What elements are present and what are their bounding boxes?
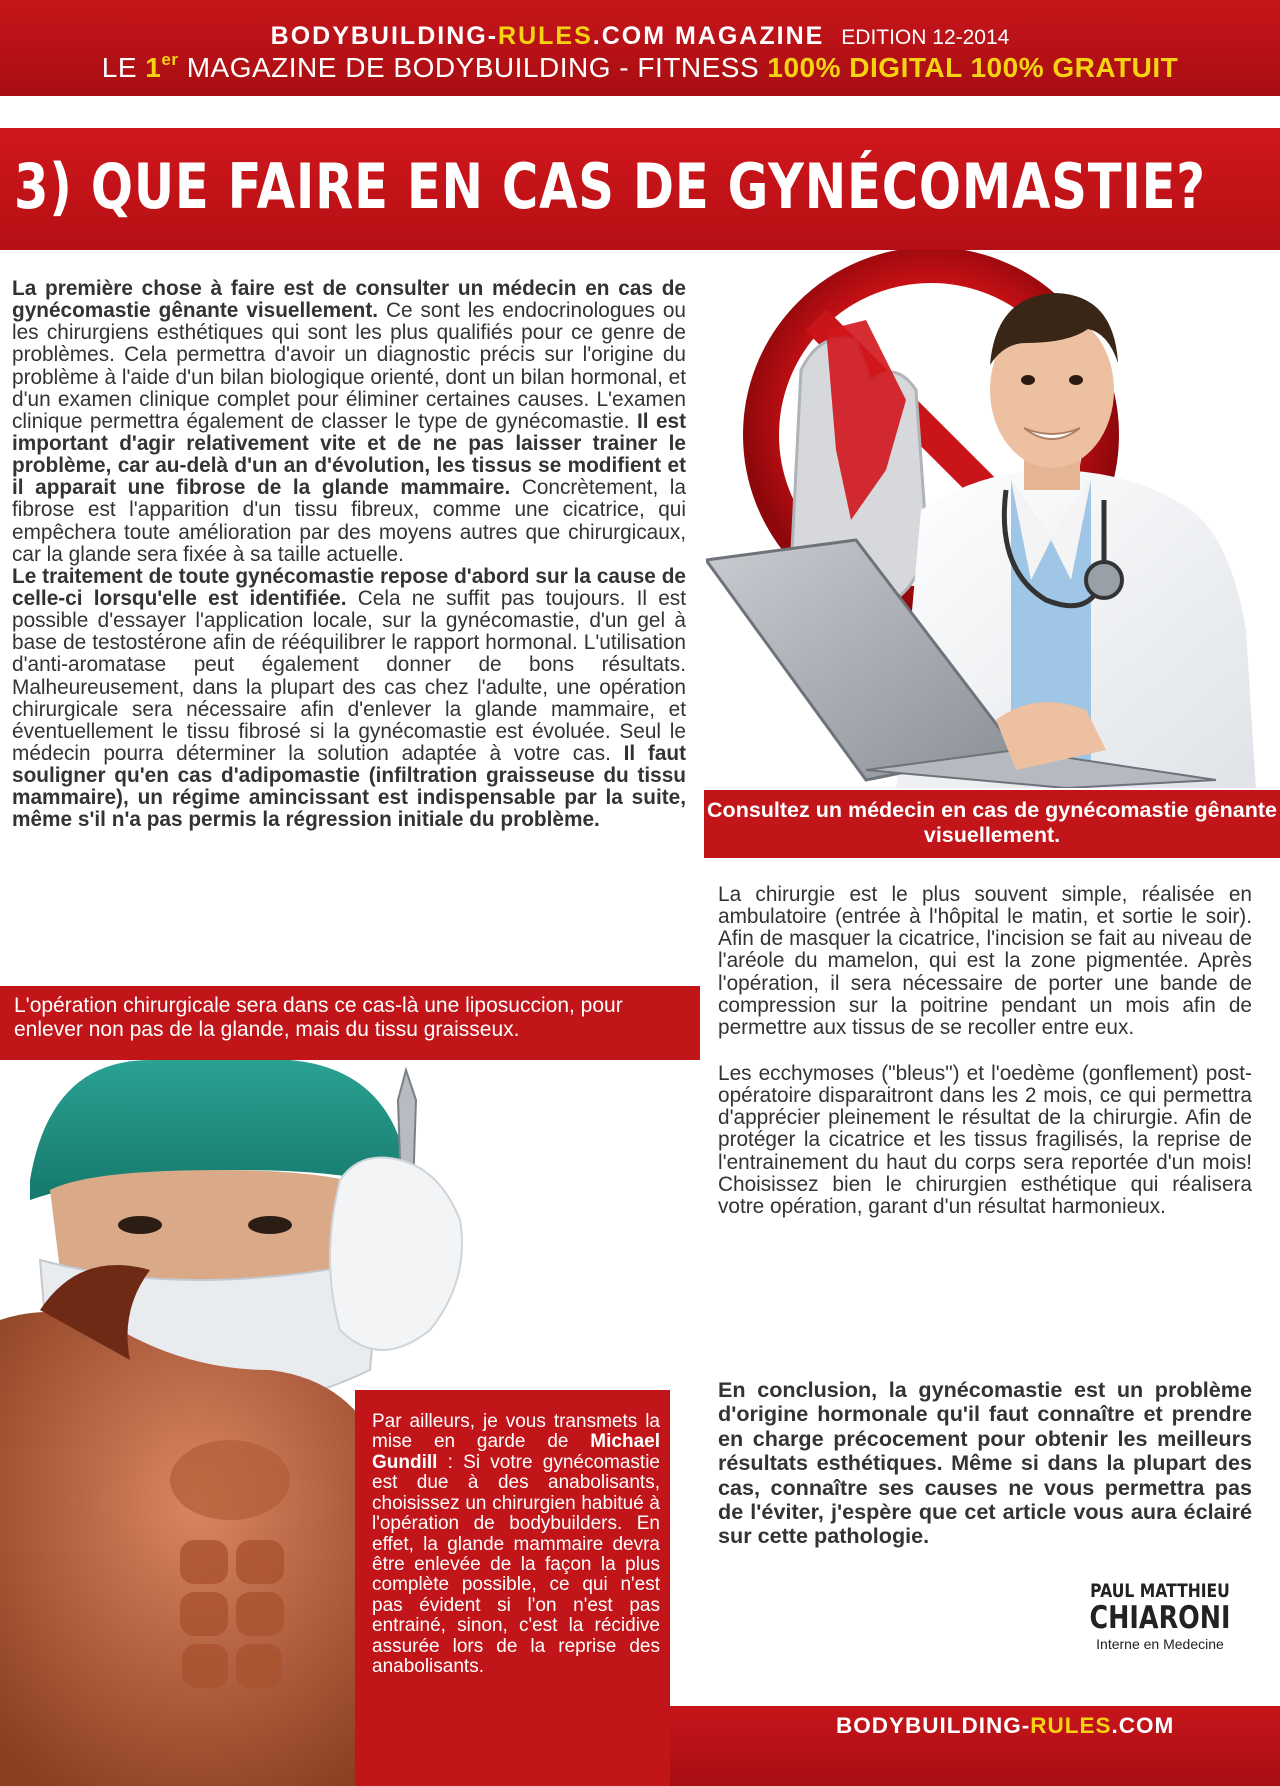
left-p2-text: Cela ne suffit pas toujours. Il est possible d'essayer l'application locale, sur la gynécomastie, d'un gel à base de testostérone afin de rééquilibrer le rapport hormonal. L'utilisation d'anti-aromatase peut également donner de bons résultats. Malheureusement, dans la plupart des cas chez l'adulte, une opération chirurgicale sera nécessaire afin d'enlever la glande mammaire, et éventuellement le tissu fibrosé si la gynécomastie est évoluée. Seul le médecin pourra déterminer la solution adaptée à votre cas. bbox=[12, 586, 686, 765]
left-p1-text2: Concrètement, la fibrose est l'apparition d'un tissu fibreux, comme une cicatrice, qui empêchera toute amélioration par des moyens autres que chirurgicaux, car la glande sera fixée à sa taille actuelle. bbox=[12, 476, 686, 566]
brand-highlight: RULES bbox=[498, 22, 593, 50]
warning-author-name: Michael Gundill bbox=[372, 1431, 660, 1473]
footer-suffix: .COM bbox=[1111, 1713, 1175, 1738]
author-first-name: PAUL MATTHIEU bbox=[1090, 1580, 1230, 1602]
right-p1: La chirurgie est le plus souvent simple, réalisée en ambulatoire (entrée à l'hôpital le matin, et sortie le soir). Afin de masquer la cicatrice, l'incision se fait au niveau de l'aréole du mamelon, qui est la zone pigmentée. Après l'opération, il sera nécessaire de porter une bande de compression sur la poitrine pendant un mois afin de permettre aux tissus de se recoller entre eux. bbox=[718, 883, 1252, 1039]
conclusion-text: En conclusion, la gynécomastie est un problème d'origine hormonale qu'il faut connaître et prendre en charge précocement pour obtenir les meilleurs résultats esthétiques. Même si dans la plupart des cas, connaître ses causes ne vous permettra pas de l'éviter, j'espère que cet article vous aura éclairé sur cette pathologie. bbox=[718, 1377, 1252, 1549]
glove-icon bbox=[330, 1158, 462, 1351]
masthead bbox=[0, 0, 1280, 96]
right-p2: Les ecchymoses ("bleus") et l'oedème (gonflement) post-opératoire disparaitront dans les 2 mois, ce qui permettra d'apprécier pleinement le résultat de la chirurgie. Afin de protéger la cicatrice et les tissus fragilisés, la reprise de l'entrainement du haut du corps sera reportée d'un mois! Choisissez bien le chirurgien esthétique qui réalisera votre opération, garant d'un résultat harmonieux. bbox=[718, 1061, 1252, 1218]
author-role: Interne en Medecine bbox=[1096, 1636, 1224, 1652]
left-p1-text: Ce sont les endocrinologues ou les chirurgiens esthétiques qui sont les plus qualifiés pour ce genre de problèmes. Cela permettra d'avoir un diagnostic précis sur l'origine du problème à l'aide d'un bilan biologique orienté, dont un bilan hormonal, et d'un examen clinique complet pour éliminer certaines causes. L'examen clinique permettra également de classer le type de gynécomastie. bbox=[12, 299, 686, 433]
doctor-illustration bbox=[706, 250, 1280, 788]
footer-prefix: BODYBUILDING- bbox=[836, 1713, 1031, 1738]
article-title: 3) QUE FAIRE EN CAS DE GYNÉCOMASTIE? bbox=[14, 150, 1206, 223]
masthead-tagline bbox=[0, 50, 1280, 84]
warning-text-b: : Si votre gynécomastie est due à des anabolisants, choisissez un chirurgien habitué à l'opération de bodybuilders. En effet, la glande mammaire devra être enlevée de la façon la plus complète possible, ce qui n'est pas évident si l'on n'est pas entrainé, sinon, c'est la récidive assurée lors de la reprise des anabolisants. bbox=[372, 1451, 660, 1678]
footer-highlight: RULES bbox=[1030, 1713, 1112, 1738]
warning-text bbox=[372, 1412, 660, 1677]
doctor-caption: Consultez un médecin en cas de gynécomastie gênante visuellement. bbox=[704, 790, 1280, 858]
tagline-highlight: 100% DIGITAL 100% GRATUIT bbox=[767, 52, 1179, 83]
masthead-brand bbox=[0, 22, 1280, 51]
left-p2-bold: Le traitement de toute gynécomastie repose d'abord sur la cause de celle-ci lorsqu'elle est identifiée. bbox=[12, 564, 686, 610]
tagline-superscript: er bbox=[161, 50, 179, 69]
left-column bbox=[12, 278, 686, 832]
left-p1-bold2: Il est important d'agir relativement vite et de ne pas laisser trainer le problème, car au-delà d'un an d'évolution, les tissus se modifient et il apparait une fibrose de la glande mammaire. bbox=[12, 409, 687, 500]
right-column bbox=[718, 884, 1252, 1242]
title-bar bbox=[0, 128, 1280, 250]
footer-brand bbox=[836, 1713, 1174, 1739]
stethoscope-icon bbox=[1086, 562, 1122, 598]
brand-suffix: .COM MAGAZINE bbox=[592, 22, 825, 50]
tagline-number: 1 bbox=[145, 52, 162, 83]
brand-prefix: BODYBUILDING- bbox=[270, 22, 499, 50]
left-p1-bold: La première chose à faire est de consulter un médecin en cas de gynécomastie gênante visuellement. bbox=[12, 277, 686, 323]
author-last-name: CHIARONI bbox=[1089, 1600, 1231, 1636]
warning-text-a: Par ailleurs, je vous transmets la mise en garde de bbox=[372, 1411, 660, 1453]
left-p2-bold2: Il faut souligner qu'en cas d'adipomastie (infiltration graisseuse du tissu mammaire), un régime amincissant est indispensable par la suite, même s'il n'a pas permis la régression initiale du problème. bbox=[12, 741, 687, 832]
edition-label: EDITION 12-2014 bbox=[841, 26, 1010, 49]
tagline-le: LE bbox=[101, 52, 137, 83]
liposuction-caption: L'opération chirurgicale sera dans ce cas-là une liposuccion, pour enlever non pas de la glande, mais du tissu graisseux. bbox=[0, 986, 700, 1060]
author-signature bbox=[1060, 1580, 1260, 1652]
tagline-text: MAGAZINE DE BODYBUILDING - FITNESS bbox=[186, 52, 760, 83]
